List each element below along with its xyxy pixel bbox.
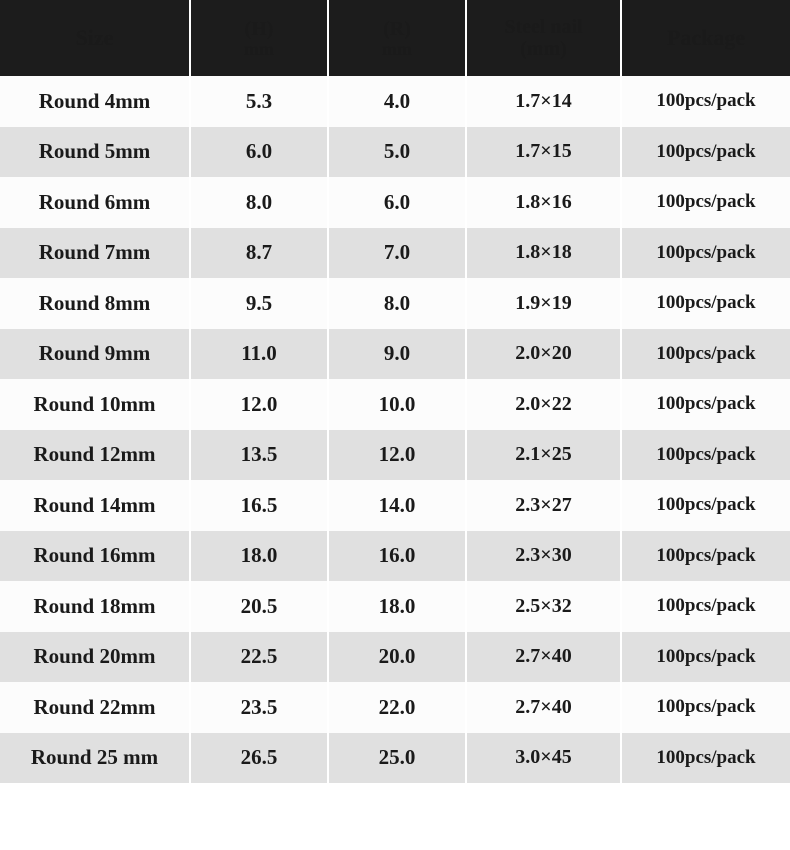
column-header-steel-nail — [466, 0, 621, 76]
cell-radius: 8.0 — [328, 278, 466, 329]
cell-size: Round 5mm — [0, 127, 190, 178]
cell-steel-nail: 3.0×45 — [466, 733, 621, 784]
cell-size: Round 12mm — [0, 430, 190, 481]
cell-steel-nail: 1.7×15 — [466, 127, 621, 178]
cell-size: Round 8mm — [0, 278, 190, 329]
cell-radius: 12.0 — [328, 430, 466, 481]
table-row — [0, 278, 790, 329]
cell-steel-nail: 1.9×19 — [466, 278, 621, 329]
cell-package: 100pcs/pack — [621, 329, 790, 380]
cell-size: Round 14mm — [0, 480, 190, 531]
table-header — [0, 0, 790, 76]
cell-height: 5.3 — [190, 76, 328, 127]
cell-radius: 5.0 — [328, 127, 466, 178]
cell-steel-nail: 1.8×16 — [466, 177, 621, 228]
cell-package: 100pcs/pack — [621, 278, 790, 329]
cell-radius: 10.0 — [328, 379, 466, 430]
column-header-steel-nail-label: Steel nail — [504, 16, 583, 38]
cell-size: Round 6mm — [0, 177, 190, 228]
cell-height: 12.0 — [190, 379, 328, 430]
cell-height: 6.0 — [190, 127, 328, 178]
cell-package: 100pcs/pack — [621, 581, 790, 632]
table-row — [0, 733, 790, 784]
cell-package: 100pcs/pack — [621, 228, 790, 279]
cell-steel-nail: 1.7×14 — [466, 76, 621, 127]
cell-radius: 6.0 — [328, 177, 466, 228]
cell-radius: 16.0 — [328, 531, 466, 582]
cell-steel-nail: 2.5×32 — [466, 581, 621, 632]
cell-height: 8.7 — [190, 228, 328, 279]
cell-height: 26.5 — [190, 733, 328, 784]
table-row — [0, 228, 790, 279]
cell-radius: 18.0 — [328, 581, 466, 632]
cell-height: 13.5 — [190, 430, 328, 481]
cell-height: 22.5 — [190, 632, 328, 683]
cell-steel-nail: 2.7×40 — [466, 632, 621, 683]
cell-radius: 9.0 — [328, 329, 466, 380]
cell-height: 18.0 — [190, 531, 328, 582]
cell-radius: 4.0 — [328, 76, 466, 127]
table-row — [0, 329, 790, 380]
cell-steel-nail: 2.3×27 — [466, 480, 621, 531]
cell-size: Round 16mm — [0, 531, 190, 582]
cell-size: Round 10mm — [0, 379, 190, 430]
cell-size: Round 20mm — [0, 632, 190, 683]
column-header-height — [190, 0, 328, 76]
table-row — [0, 127, 790, 178]
cell-package: 100pcs/pack — [621, 632, 790, 683]
column-header-height-label: (H) — [244, 17, 274, 40]
table-row — [0, 76, 790, 127]
table-row — [0, 480, 790, 531]
cell-steel-nail: 2.0×20 — [466, 329, 621, 380]
cell-package: 100pcs/pack — [621, 76, 790, 127]
cell-radius: 14.0 — [328, 480, 466, 531]
cell-height: 11.0 — [190, 329, 328, 380]
cell-package: 100pcs/pack — [621, 127, 790, 178]
cell-radius: 20.0 — [328, 632, 466, 683]
cell-size: Round 7mm — [0, 228, 190, 279]
column-header-radius-label: (R) — [383, 17, 411, 40]
cell-height: 20.5 — [190, 581, 328, 632]
table-row — [0, 177, 790, 228]
cell-package: 100pcs/pack — [621, 379, 790, 430]
column-header-height-unit: mm — [244, 38, 274, 59]
column-header-size-label: Size — [75, 24, 114, 50]
table-row — [0, 581, 790, 632]
column-header-radius — [328, 0, 466, 76]
cell-radius: 7.0 — [328, 228, 466, 279]
column-header-package — [621, 0, 790, 76]
cell-package: 100pcs/pack — [621, 682, 790, 733]
table-row — [0, 632, 790, 683]
cell-steel-nail: 2.0×22 — [466, 379, 621, 430]
cell-size: Round 4mm — [0, 76, 190, 127]
column-header-steel-nail-unit: (mm) — [520, 38, 567, 60]
cell-size: Round 22mm — [0, 682, 190, 733]
column-header-radius-unit: mm — [382, 38, 412, 59]
cell-height: 9.5 — [190, 278, 328, 329]
cell-package: 100pcs/pack — [621, 177, 790, 228]
cell-package: 100pcs/pack — [621, 531, 790, 582]
column-header-size — [0, 0, 190, 76]
cell-radius: 22.0 — [328, 682, 466, 733]
table-row — [0, 682, 790, 733]
cell-height: 23.5 — [190, 682, 328, 733]
cell-steel-nail: 2.7×40 — [466, 682, 621, 733]
cell-package: 100pcs/pack — [621, 430, 790, 481]
table-row — [0, 430, 790, 481]
column-header-package-label: Package — [666, 24, 746, 50]
table-row — [0, 379, 790, 430]
cell-size: Round 25 mm — [0, 733, 190, 784]
cell-height: 8.0 — [190, 177, 328, 228]
cell-package: 100pcs/pack — [621, 480, 790, 531]
cell-height: 16.5 — [190, 480, 328, 531]
cell-steel-nail: 2.3×30 — [466, 531, 621, 582]
cell-radius: 25.0 — [328, 733, 466, 784]
cell-steel-nail: 1.8×18 — [466, 228, 621, 279]
table-body — [0, 76, 790, 783]
cell-package: 100pcs/pack — [621, 733, 790, 784]
table-row — [0, 531, 790, 582]
table-header-row — [0, 0, 790, 76]
cell-steel-nail: 2.1×25 — [466, 430, 621, 481]
cell-size: Round 18mm — [0, 581, 190, 632]
cell-size: Round 9mm — [0, 329, 190, 380]
